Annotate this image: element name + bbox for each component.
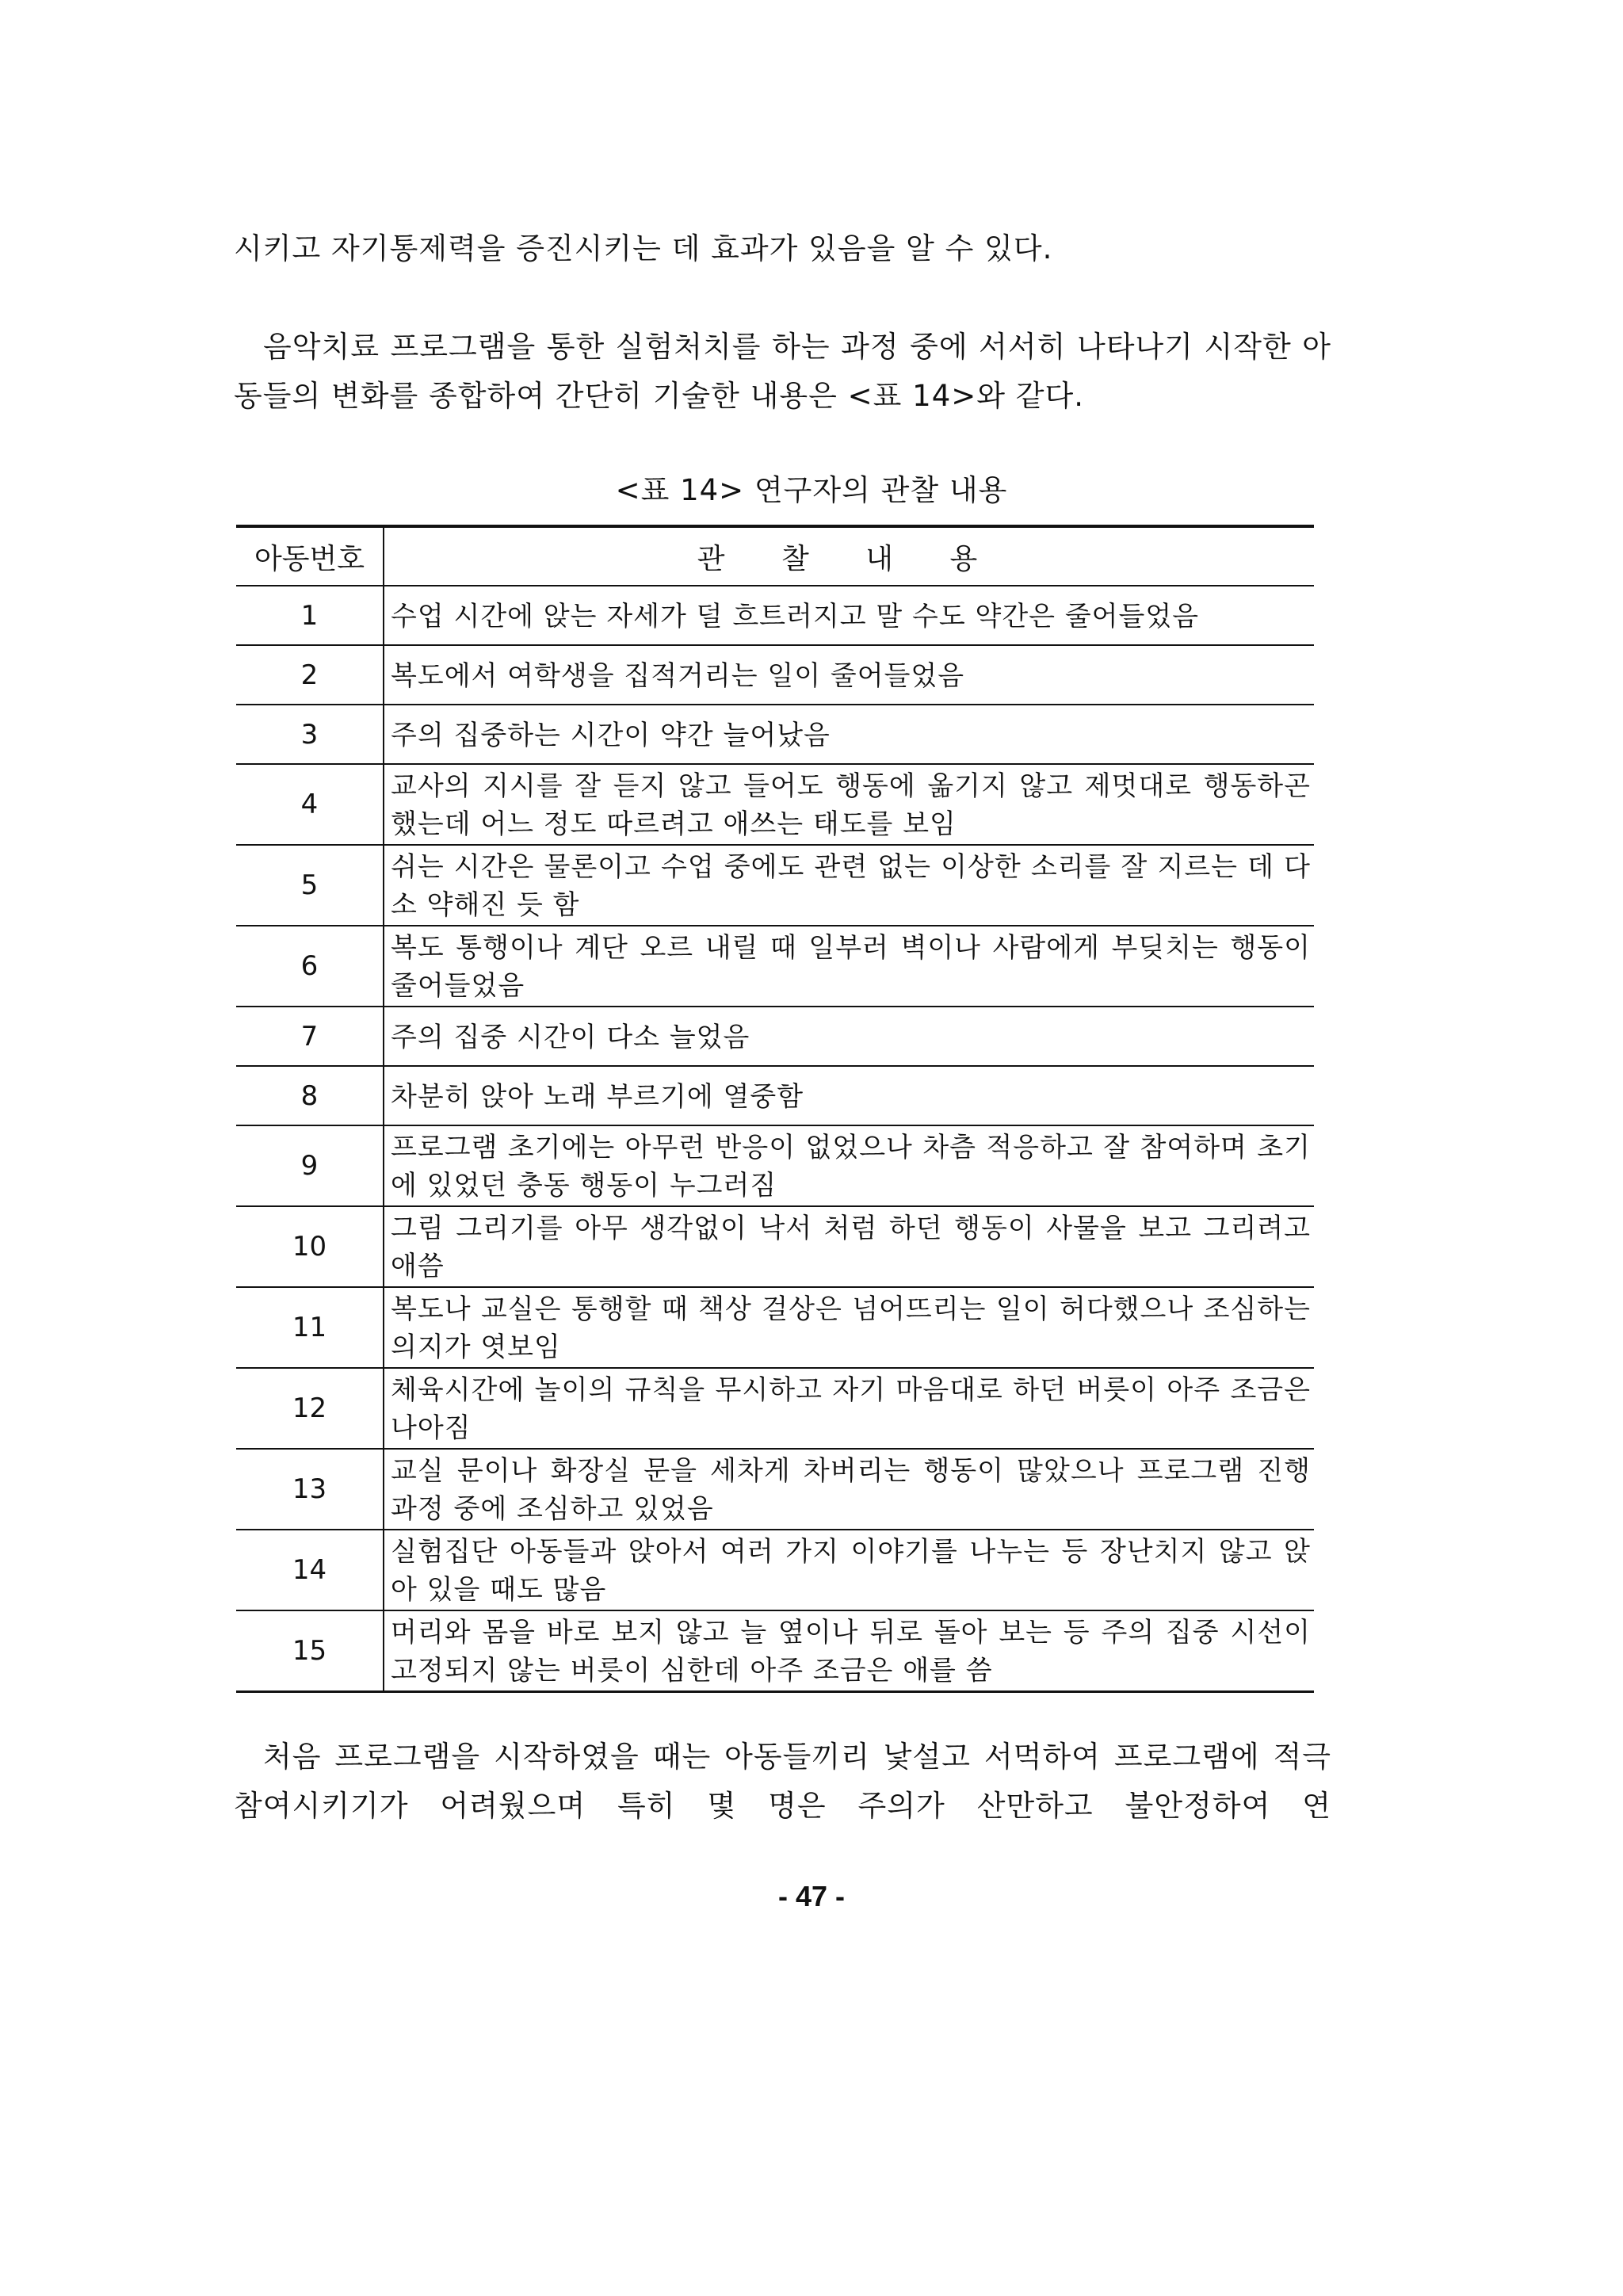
page-number: - 47 -: [777, 1880, 846, 1912]
observation-cell: 그림 그리기를 아무 생각없이 낙서 처럼 하던 행동이 사물을 보고 그리려고 애씀: [384, 1206, 1314, 1287]
table-row: [236, 705, 1314, 764]
table-row: [236, 1287, 1314, 1368]
child-number-cell: 1: [236, 586, 384, 645]
paragraph-continuation: 처음 프로그램을 시작하였을 때는 아동들끼리 낯설고 서먹하여 프로그램에 적극 참여시키기가 어려웠으며 특히 몇 명은 주의가 산만하고 불안정하여 연: [234, 1740, 1331, 1823]
child-number-cell: 11: [236, 1287, 384, 1368]
header-observation-content: 관 찰 내 용: [384, 526, 1314, 586]
table-row: [236, 1125, 1314, 1206]
observation-cell: 머리와 몸을 바로 보지 않고 늘 옆이나 뒤로 돌아 보는 등 주의 집중 시선이 고정되지 않는 버릇이 심한데 아주 조금은 애를 씀: [384, 1610, 1314, 1692]
child-number-cell: 9: [236, 1125, 384, 1206]
table-row: [236, 1007, 1314, 1066]
child-number-cell: 13: [236, 1449, 384, 1530]
child-number-cell: 6: [236, 926, 384, 1007]
paragraph-summary: 음악치료 프로그램을 통한 실험처치를 하는 과정 중에 서서히 나타나기 시작한 아동들의 변화를 종합하여 간단히 기술한 내용은 <표 14>와 같다.: [234, 330, 1331, 413]
child-number-cell: 10: [236, 1206, 384, 1287]
child-number-cell: 3: [236, 705, 384, 764]
observation-cell: 교실 문이나 화장실 문을 세차게 차버리는 행동이 많았으나 프로그램 진행 과정 중에 조심하고 있었음: [384, 1449, 1314, 1530]
observation-table: [236, 525, 1314, 1693]
table-row: [236, 1206, 1314, 1287]
observation-cell: 복도에서 여학생을 집적거리는 일이 줄어들었음: [384, 645, 1314, 705]
observation-cell: 실험집단 아동들과 앉아서 여러 가지 이야기를 나누는 등 장난치지 않고 앉아 있을 때도 많음: [384, 1530, 1314, 1610]
table-row: [236, 1066, 1314, 1125]
child-number-cell: 2: [236, 645, 384, 705]
observation-cell: 차분히 앉아 노래 부르기에 열중함: [384, 1066, 1314, 1125]
table-row: [236, 764, 1314, 845]
table-row: [236, 845, 1314, 926]
observation-cell: 교사의 지시를 잘 듣지 않고 들어도 행동에 옮기지 않고 제멋대로 행동하곤 했는데 어느 정도 따르려고 애쓰는 태도를 보임: [384, 764, 1314, 845]
table-row: [236, 926, 1314, 1007]
child-number-cell: 12: [236, 1368, 384, 1449]
child-number-cell: 15: [236, 1610, 384, 1692]
table-row: [236, 645, 1314, 705]
table-row: [236, 1610, 1314, 1692]
table-row: [236, 1530, 1314, 1610]
observation-cell: 체육시간에 놀이의 규칙을 무시하고 자기 마음대로 하던 버릇이 아주 조금은 나아짐: [384, 1368, 1314, 1449]
child-number-cell: 7: [236, 1007, 384, 1066]
child-number-cell: 14: [236, 1530, 384, 1610]
observation-cell: 복도 통행이나 계단 오르 내릴 때 일부러 벽이나 사람에게 부딪치는 행동이 줄어들었음: [384, 926, 1314, 1007]
header-child-number: 아동번호: [236, 526, 384, 586]
table-header-row: [236, 526, 1314, 586]
child-number-cell: 5: [236, 845, 384, 926]
observation-cell: 주의 집중 시간이 다소 늘었음: [384, 1007, 1314, 1066]
child-number-cell: 4: [236, 764, 384, 845]
child-number-cell: 8: [236, 1066, 384, 1125]
paragraph-intro-end: 시키고 자기통제력을 증진시키는 데 효과가 있음을 알 수 있다.: [234, 231, 1053, 266]
table-row: [236, 1449, 1314, 1530]
observation-cell: 수업 시간에 앉는 자세가 덜 흐트러지고 말 수도 약간은 줄어들었음: [384, 586, 1314, 645]
observation-cell: 복도나 교실은 통행할 때 책상 걸상은 넘어뜨리는 일이 허다했으나 조심하는 의지가 엿보임: [384, 1287, 1314, 1368]
table-row: [236, 1368, 1314, 1449]
observation-cell: 주의 집중하는 시간이 약간 늘어났음: [384, 705, 1314, 764]
observation-cell: 프로그램 초기에는 아무런 반응이 없었으나 차츰 적응하고 잘 참여하며 초기에 있었던 충동 행동이 누그러짐: [384, 1125, 1314, 1206]
table-row: [236, 586, 1314, 645]
observation-cell: 쉬는 시간은 물론이고 수업 중에도 관련 없는 이상한 소리를 잘 지르는 데 다소 약해진 듯 함: [384, 845, 1314, 926]
table-caption: <표 14> 연구자의 관찰 내용: [615, 473, 1008, 507]
